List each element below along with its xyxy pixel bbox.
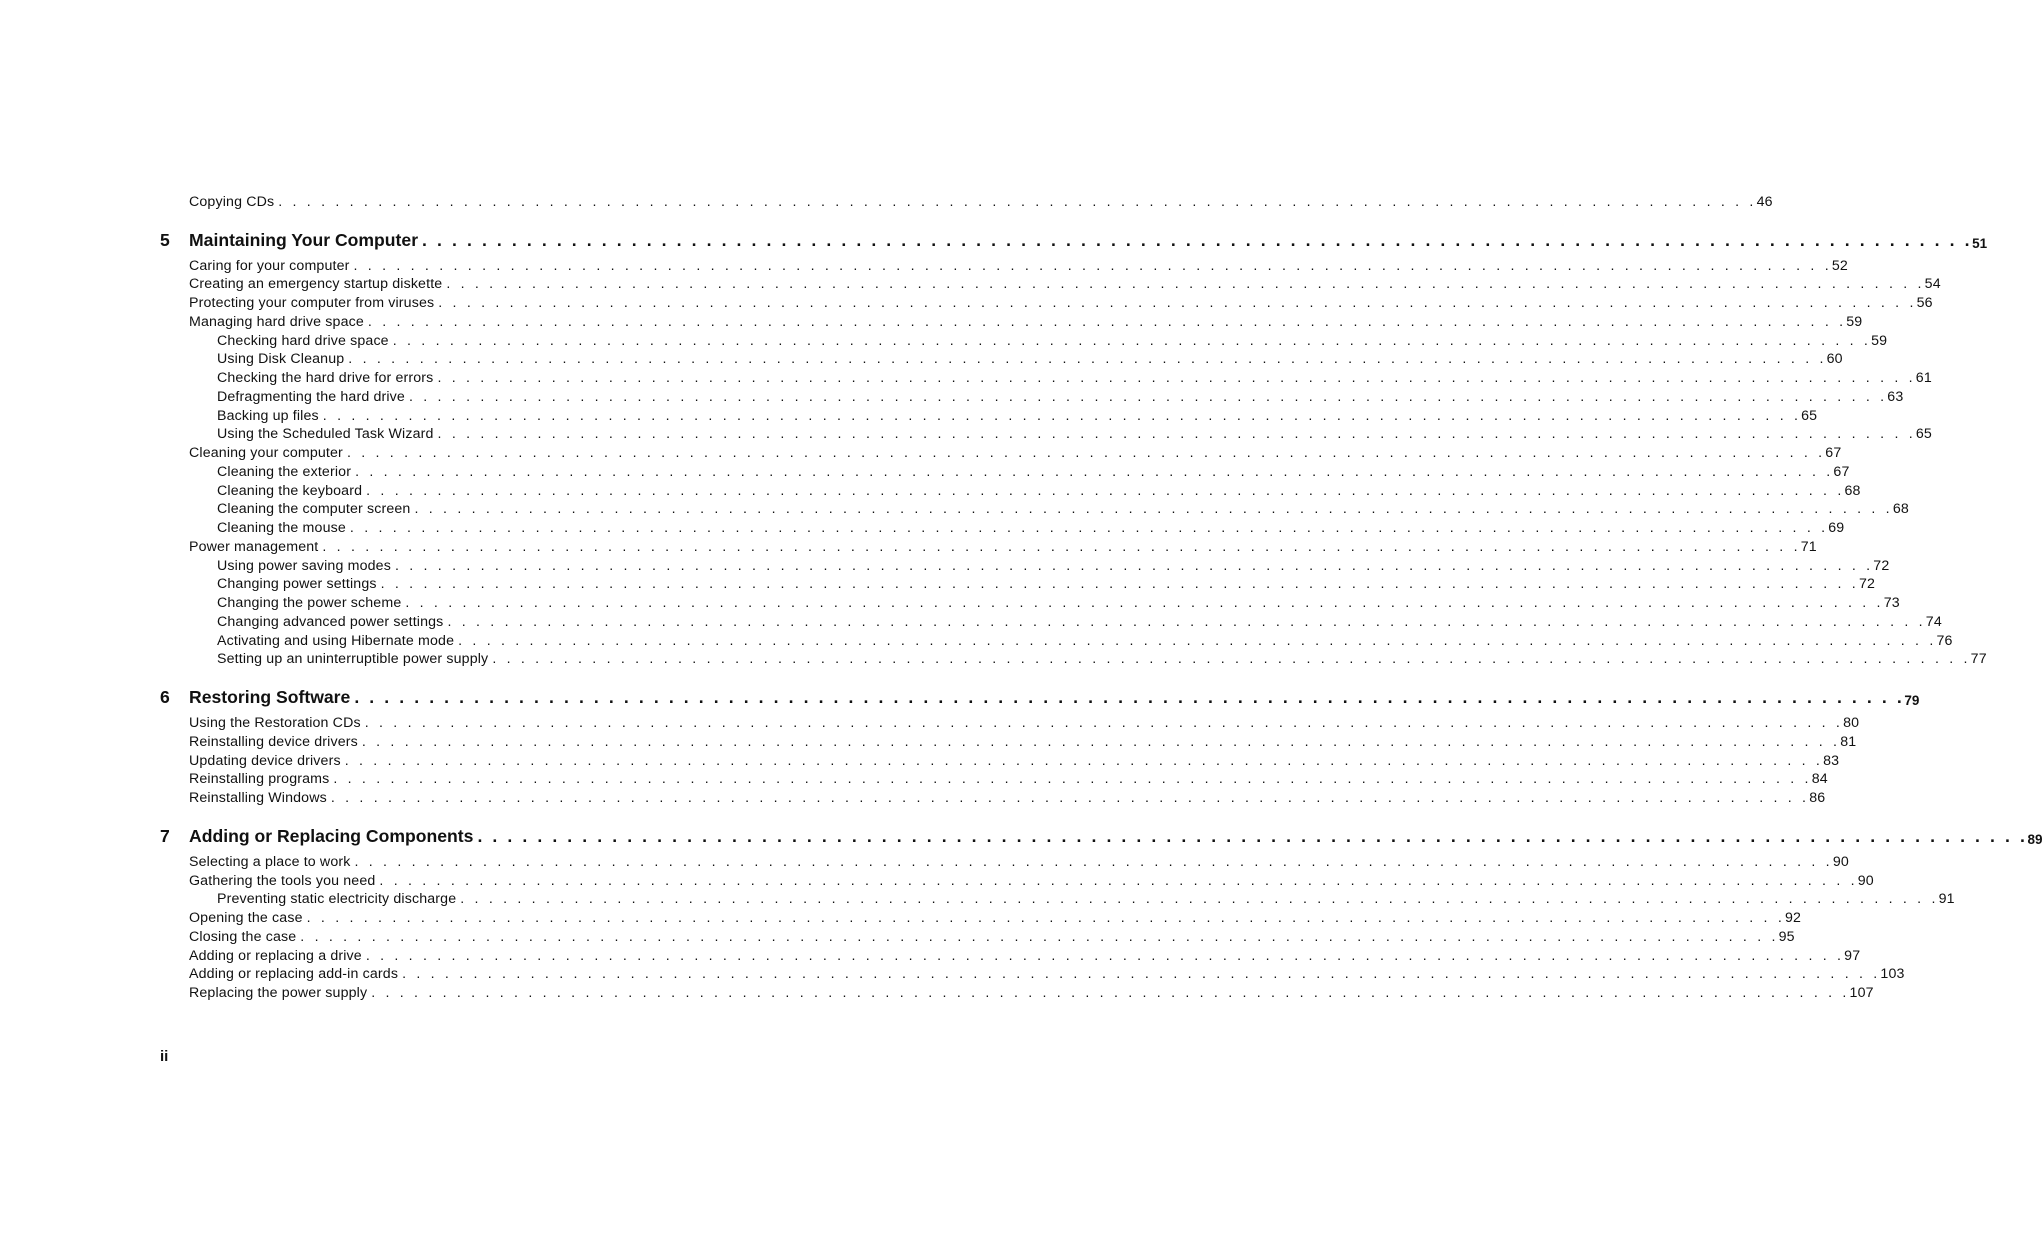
dot-leader: . . . . . . . . . . . . . . . . . . . . . . . . . . . . . . . . . . . . . . . . . . . . . . . . . . . . . . . . . . . . . . . . . . . . . . . . . . . . . . . . . . . . . . . . . . . . . . . . . . . . . . . .	[458, 632, 1937, 649]
dot-leader: . . . . . . . . . . . . . . . . . . . . . . . . . . . . . . . . . . . . . . . . . . . . . . . . . . . . . . . . . . . . . . . . . . . . . . . . . . . . . . . . . . . . . . . . . . . . . . . . . . . . . . . .	[367, 313, 1847, 330]
page-number: 59	[1871, 332, 1888, 349]
page-number: 103	[1880, 966, 1905, 983]
subsection-entry	[160, 405, 1818, 424]
page-number: 65	[1801, 407, 1818, 424]
entry-title: Using the Restoration CDs	[189, 715, 361, 731]
dot-leader: . . . . . . . . . . . . . . . . . . . . . . . . . . . . . . . . . . . . . . . . . . . . . . . . . . . . . . . . . . . . . . . . . . . . . . . . . . . . . . . . . . . . . . . . . . . . . . . . . . . . . . . .	[353, 257, 1832, 274]
entry-title: Protecting your computer from viruses	[189, 295, 435, 311]
page-number: 95	[1778, 928, 1795, 945]
page-number: 60	[1826, 351, 1843, 368]
subsection-entry	[160, 649, 1987, 668]
page-number: 86	[1809, 790, 1826, 806]
section-entry	[160, 926, 1795, 945]
entry-title: Opening the case	[189, 910, 303, 926]
page-number: 67	[1825, 445, 1842, 461]
subsection-entry	[160, 461, 1850, 480]
page-number: 74	[1925, 613, 1942, 630]
subsection-entry	[160, 330, 1888, 349]
dot-leader: . . . . . . . . . . . . . . . . . . . . . . . . . . . . . . . . . . . . . . . . . . . . . . . . . . . . . . . . . . . . . . . . . . . . . . . . . . . . . . . . . . . . . . . . . . . . . . . . . . . . . . . .	[437, 426, 1916, 443]
subsection-entry	[160, 424, 1932, 443]
dot-leader: . . . . . . . . . . . . . . . . . . . . . . . . . . . . . . . . . . . . . . . . . . . . . . . . . . . . . . . . . . . . . . . . . . . . . . . . . . . . . . . . . . . . . . . . . . . . . . . . . . . . . . . .	[344, 752, 1824, 769]
page-number: 107	[1849, 985, 1874, 1001]
subsection-entry	[160, 386, 1904, 405]
page-number: 73	[1883, 595, 1900, 611]
dot-leader: . . . . . . . . . . . . . . . . . . . . . . . . . . . . . . . . . . . . . . . . . . . . . . . . . . . . . . . . . . . . . . . . . . . . . . . . . . . . . . . . . . . . . . . . . . . . . . . . . . . . . . . .	[365, 947, 1845, 964]
subsection-entry	[160, 499, 1909, 518]
chapter-entry	[160, 823, 2043, 847]
page-number: 68	[1844, 482, 1861, 499]
entry-title: Reinstalling Windows	[189, 790, 327, 806]
section-entry	[160, 851, 1849, 870]
dot-leader: . . . . . . . . . . . . . . . . . . . . . . . . . . . . . . . . . . . . . . . . . . . . . . . . . . . . . . . . . . . . . . . . . . . . . . . . . . . . . . . . . . . . . . . . . . . . . . . . . . . . . . . .	[438, 295, 1917, 311]
subsection-entry	[160, 349, 1843, 368]
dot-leader: . . . . . . . . . . . . . . . . . . . . . . . . . . . . . . . . . . . . . . . . . . . . . . . . . . . . . . . . . . . . . . . . . . . . . . . . . . . . . . . . . . . . . . . . . . . . . . . . . . . . . . . .	[278, 193, 1757, 210]
dot-leader: . . . . . . . . . . . . . . . . . . . . . . . . . . . . . . . . . . . . . . . . . . . . . . . . . . . . . . . . . . . . . . . . . . . . . . . . . . . . . . . . . . . . . . . . . . . . . . . . . . . . . . . .	[349, 520, 1829, 536]
dot-leader: . . . . . . . . . . . . . . . . . . . . . . . . . . . . . . . . . . . . . . . . . . . . . . . . . . . . . . . . . . . . . . . . . . . . . . . . . . . . . . . . . . . . . . . . . . . . . . . . . . . . . . . .	[380, 576, 1859, 593]
entry-title: Updating device drivers	[189, 752, 341, 769]
entry-title: Preventing static electricity discharge	[217, 891, 457, 908]
section-entry	[160, 311, 1863, 330]
entry-title: Checking the hard drive for errors	[217, 370, 434, 386]
dot-leader: . . . . . . . . . . . . . . . . . . . . . . . . . . . . . . . . . . . . . . . . . . . . . . . . . . . . . . . . . . . . . . . . . . . . . . . . . . . . . . . . . . . . . . . . . . . . . . . . . . . . . . . .	[394, 557, 1874, 574]
entry-title: Activating and using Hibernate mode	[217, 632, 455, 649]
page-number: 89	[2027, 832, 2043, 847]
chapter-entry	[160, 227, 1988, 251]
page-number: 97	[1844, 947, 1861, 964]
section-entry	[160, 870, 1874, 889]
dot-leader: . . . . . . . . . . . . . . . . . . . . . . . . . . . . . . . . . . . . . . . . . . . . . . . . . . . . . . . . . . . . . . . . . . . . . . . . . . . . . . . . . . . . . . . . . . . . . . . . . . . . . . . .	[447, 613, 1926, 630]
section-entry	[160, 712, 1860, 731]
dot-leader: . . . . . . . . . . . . . . . . . . . . . . . . . . . . . . . . . . . . . . . . . . . . . . . . . . . . . . . . . . . . . . . . . . . . . . . . . . . . . . . . . . . . . . . . . . . . . . . . . . . . . . . .	[437, 370, 1916, 386]
section-entry	[160, 536, 1817, 555]
section-entry	[160, 982, 1874, 1001]
entry-title: Adding or replacing add-in cards	[189, 966, 399, 983]
page-number: 59	[1846, 313, 1863, 330]
dot-leader: . . . . . . . . . . . . . . . . . . . . . . . . . . . . . . . . . . . . . . . . . . . . . . . . . . . . . . . . . . . . . . . . . . . . . . . . . . . . . . . . . . . . . . . . . . . . . . . . . . . . . . . .	[422, 229, 1973, 250]
dot-leader: . . . . . . . . . . . . . . . . . . . . . . . . . . . . . . . . . . . . . . . . . . . . . . . . . . . . . . . . . . . . . . . . . . . . . . . . . . . . . . . . . . . . . . . . . . . . . . . . . . . . . . . .	[330, 790, 1810, 806]
page-number: 51	[1972, 235, 1988, 251]
page-number: 84	[1811, 771, 1828, 788]
entry-title: Managing hard drive space	[189, 313, 364, 330]
section-entry	[160, 787, 1826, 806]
entry-title: Cleaning the computer screen	[217, 501, 411, 518]
dot-leader: . . . . . . . . . . . . . . . . . . . . . . . . . . . . . . . . . . . . . . . . . . . . . . . . . . . . . . . . . . . . . . . . . . . . . . . . . . . . . . . . . . . . . . . . . . . . . . . . . . . . . . . .	[322, 538, 1801, 555]
subsection-entry	[160, 630, 1953, 649]
entry-title: Replacing the power supply	[189, 985, 368, 1001]
entry-title: Restoring Software	[189, 687, 351, 708]
page-number: 77	[1970, 651, 1987, 668]
dot-leader: . . . . . . . . . . . . . . . . . . . . . . . . . . . . . . . . . . . . . . . . . . . . . . . . . . . . . . . . . . . . . . . . . . . . . . . . . . . . . . . . . . . . . . . . . . . . . . . . . . . . . . . .	[371, 985, 1850, 1001]
subsection-entry	[160, 480, 1861, 499]
dot-leader: . . . . . . . . . . . . . . . . . . . . . . . . . . . . . . . . . . . . . . . . . . . . . . . . . . . . . . . . . . . . . . . . . . . . . . . . . . . . . . . . . . . . . . . . . . . . . . . . . . . . . . . .	[354, 853, 1833, 870]
section-entry	[160, 731, 1857, 750]
page-number: 69	[1828, 520, 1845, 536]
chapter-entry	[160, 684, 1920, 709]
dot-leader: . . . . . . . . . . . . . . . . . . . . . . . . . . . . . . . . . . . . . . . . . . . . . . . . . . . . . . . . . . . . . . . . . . . . . . . . . . . . . . . . . . . . . . . . . . . . . . . . . . . . . . . .	[346, 445, 1826, 461]
subsection-entry	[160, 555, 1890, 574]
section-entry	[160, 769, 1828, 788]
dot-leader: . . . . . . . . . . . . . . . . . . . . . . . . . . . . . . . . . . . . . . . . . . . . . . . . . . . . . . . . . . . . . . . . . . . . . . . . . . . . . . . . . . . . . . . . . . . . . . . . . . . . . . . .	[322, 407, 1802, 424]
page-number: 65	[1915, 426, 1932, 443]
page-number: 46	[1756, 193, 1773, 210]
entry-title: Gathering the tools you need	[189, 872, 376, 889]
dot-leader: . . . . . . . . . . . . . . . . . . . . . . . . . . . . . . . . . . . . . . . . . . . . . . . . . . . . . . . . . . . . . . . . . . . . . . . . . . . . . . . . . . . . . . . . . . . . . . . . . . . . . . . .	[300, 928, 1779, 945]
section-entry	[160, 274, 1941, 293]
subsection-entry	[160, 574, 1876, 593]
dot-leader: . . . . . . . . . . . . . . . . . . . . . . . . . . . . . . . . . . . . . . . . . . . . . . . . . . . . . . . . . . . . . . . . . . . . . . . . . . . . . . . . . . . . . . . . . . . . . . . . . . . . . . . .	[446, 276, 1925, 293]
page-number: 83	[1823, 752, 1840, 769]
entry-title: Setting up an uninterruptible power supply	[217, 651, 489, 668]
entry-title: Cleaning the keyboard	[217, 482, 363, 499]
subsection-entry	[160, 367, 1932, 386]
page-number: 68	[1892, 501, 1909, 518]
page-number: 90	[1857, 872, 1874, 889]
dot-leader: . . . . . . . . . . . . . . . . . . . . . . . . . . . . . . . . . . . . . . . . . . . . . . . . . . . . . . . . . . . . . . . . . . . . . . . . . . . . . . . . . . . . . . . . . . . . . . . . . . . . . . . .	[333, 771, 1812, 788]
page-number: 52	[1831, 257, 1848, 274]
table-of-contents	[160, 191, 2043, 1001]
subsection-entry	[160, 592, 1900, 611]
dot-leader: . . . . . . . . . . . . . . . . . . . . . . . . . . . . . . . . . . . . . . . . . . . . . . . . . . . . . . . . . . . . . . . . . . . . . . . . . . . . . . . . . . . . . . . . . . . . . . . . . . . . . . . .	[477, 826, 2028, 846]
chapter-number: 7	[160, 826, 170, 846]
entry-title: Reinstalling device drivers	[189, 733, 358, 750]
dot-leader: . . . . . . . . . . . . . . . . . . . . . . . . . . . . . . . . . . . . . . . . . . . . . . . . . . . . . . . . . . . . . . . . . . . . . . . . . . . . . . . . . . . . . . . . . . . . . . . . . . . . . . . .	[405, 595, 1884, 611]
entry-title: Cleaning the mouse	[217, 520, 346, 536]
dot-leader: . . . . . . . . . . . . . . . . . . . . . . . . . . . . . . . . . . . . . . . . . . . . . . . . . . . . . . . . . . . . . . . . . . . . . . . . . . . . . . . . . . . . . . . . . . . . . . . . . . . . . . . .	[361, 733, 1841, 750]
entry-title: Adding or Replacing Components	[189, 826, 474, 846]
page-number: 80	[1843, 715, 1860, 731]
section-entry	[160, 964, 1905, 983]
subsection-entry	[160, 517, 1845, 536]
entry-title: Selecting a place to work	[189, 853, 351, 870]
dot-leader: . . . . . . . . . . . . . . . . . . . . . . . . . . . . . . . . . . . . . . . . . . . . . . . . . . . . . . . . . . . . . . . . . . . . . . . . . . . . . . . . . . . . . . . . . . . . . . . . . . . . . . . .	[355, 463, 1834, 480]
dot-leader: . . . . . . . . . . . . . . . . . . . . . . . . . . . . . . . . . . . . . . . . . . . . . . . . . . . . . . . . . . . . . . . . . . . . . . . . . . . . . . . . . . . . . . . . . . . . . . . . . . . . . . . .	[392, 332, 1872, 349]
entry-title: Adding or replacing a drive	[189, 947, 362, 964]
page-number: 56	[1916, 295, 1933, 311]
section-entry	[160, 945, 1861, 964]
entry-title: Reinstalling programs	[189, 771, 330, 788]
dot-leader: . . . . . . . . . . . . . . . . . . . . . . . . . . . . . . . . . . . . . . . . . . . . . . . . . . . . . . . . . . . . . . . . . . . . . . . . . . . . . . . . . . . . . . . . . . . . . . . . . . . . . . . .	[408, 388, 1888, 405]
entry-title: Creating an emergency startup diskette	[189, 276, 443, 293]
page-number: 72	[1873, 557, 1890, 574]
page-number: 72	[1858, 576, 1876, 593]
section-entry	[160, 191, 1773, 210]
subsection-entry	[160, 889, 1955, 908]
section-entry	[160, 750, 1840, 769]
entry-title: Maintaining Your Computer	[189, 229, 419, 250]
entry-title: Checking hard drive space	[217, 332, 389, 349]
section-entry	[160, 292, 1933, 311]
page-number: 71	[1800, 538, 1817, 555]
page-number: 61	[1915, 370, 1932, 386]
chapter-number: 5	[160, 229, 170, 250]
dot-leader: . . . . . . . . . . . . . . . . . . . . . . . . . . . . . . . . . . . . . . . . . . . . . . . . . . . . . . . . . . . . . . . . . . . . . . . . . . . . . . . . . . . . . . . . . . . . . . . . . . . . . . . .	[348, 351, 1827, 368]
section-entry	[160, 442, 1842, 461]
section-entry	[160, 907, 1802, 926]
page-number: 81	[1840, 733, 1857, 750]
page-number: 90	[1832, 853, 1849, 870]
dot-leader: . . . . . . . . . . . . . . . . . . . . . . . . . . . . . . . . . . . . . . . . . . . . . . . . . . . . . . . . . . . . . . . . . . . . . . . . . . . . . . . . . . . . . . . . . . . . . . . . . . . . . . . .	[414, 501, 1893, 518]
page-number: 92	[1784, 910, 1802, 926]
dot-leader: . . . . . . . . . . . . . . . . . . . . . . . . . . . . . . . . . . . . . . . . . . . . . . . . . . . . . . . . . . . . . . . . . . . . . . . . . . . . . . . . . . . . . . . . . . . . . . . . . . . . . . . .	[364, 715, 1844, 731]
section-entry	[160, 255, 1848, 274]
entry-title: Backing up files	[217, 407, 319, 424]
page-number: 67	[1833, 463, 1850, 480]
entry-title: Copying CDs	[189, 193, 275, 210]
dot-leader: . . . . . . . . . . . . . . . . . . . . . . . . . . . . . . . . . . . . . . . . . . . . . . . . . . . . . . . . . . . . . . . . . . . . . . . . . . . . . . . . . . . . . . . . . . . . . . . . . . . . . . . .	[354, 687, 1905, 708]
dot-leader: . . . . . . . . . . . . . . . . . . . . . . . . . . . . . . . . . . . . . . . . . . . . . . . . . . . . . . . . . . . . . . . . . . . . . . . . . . . . . . . . . . . . . . . . . . . . . . . . . . . . . . . .	[460, 891, 1939, 908]
page-number: 79	[1904, 693, 1920, 709]
dot-leader: . . . . . . . . . . . . . . . . . . . . . . . . . . . . . . . . . . . . . . . . . . . . . . . . . . . . . . . . . . . . . . . . . . . . . . . . . . . . . . . . . . . . . . . . . . . . . . . . . . . . . . . .	[379, 872, 1858, 889]
dot-leader: . . . . . . . . . . . . . . . . . . . . . . . . . . . . . . . . . . . . . . . . . . . . . . . . . . . . . . . . . . . . . . . . . . . . . . . . . . . . . . . . . . . . . . . . . . . . . . . . . . . . . . . .	[402, 966, 1881, 983]
entry-title: Cleaning the exterior	[217, 463, 352, 480]
entry-title: Using power saving modes	[217, 557, 391, 574]
entry-title: Changing the power scheme	[217, 595, 402, 611]
entry-title: Using Disk Cleanup	[217, 351, 345, 368]
entry-title: Defragmenting the hard drive	[217, 388, 405, 405]
dot-leader: . . . . . . . . . . . . . . . . . . . . . . . . . . . . . . . . . . . . . . . . . . . . . . . . . . . . . . . . . . . . . . . . . . . . . . . . . . . . . . . . . . . . . . . . . . . . . . . . . . . . . . . .	[306, 910, 1785, 926]
entry-title: Cleaning your computer	[189, 445, 343, 461]
page-number: 76	[1936, 632, 1953, 649]
page-number: 63	[1887, 388, 1904, 405]
dot-leader: . . . . . . . . . . . . . . . . . . . . . . . . . . . . . . . . . . . . . . . . . . . . . . . . . . . . . . . . . . . . . . . . . . . . . . . . . . . . . . . . . . . . . . . . . . . . . . . . . . . . . . . .	[366, 482, 1845, 499]
entry-title: Power management	[189, 538, 319, 555]
entry-title: Using the Scheduled Task Wizard	[217, 426, 434, 443]
entry-title: Caring for your computer	[189, 257, 350, 274]
dot-leader: . . . . . . . . . . . . . . . . . . . . . . . . . . . . . . . . . . . . . . . . . . . . . . . . . . . . . . . . . . . . . . . . . . . . . . . . . . . . . . . . . . . . . . . . . . . . . . . . . . . . . . . .	[492, 651, 1971, 668]
chapter-number: 6	[160, 687, 170, 708]
entry-title: Changing advanced power settings	[217, 613, 444, 630]
page-number: 91	[1938, 891, 1955, 908]
entry-title: Changing power settings	[217, 576, 377, 593]
page-folio: ii	[160, 1048, 169, 1065]
page-number: 54	[1924, 276, 1941, 293]
subsection-entry	[160, 611, 1942, 630]
entry-title: Closing the case	[189, 928, 297, 945]
